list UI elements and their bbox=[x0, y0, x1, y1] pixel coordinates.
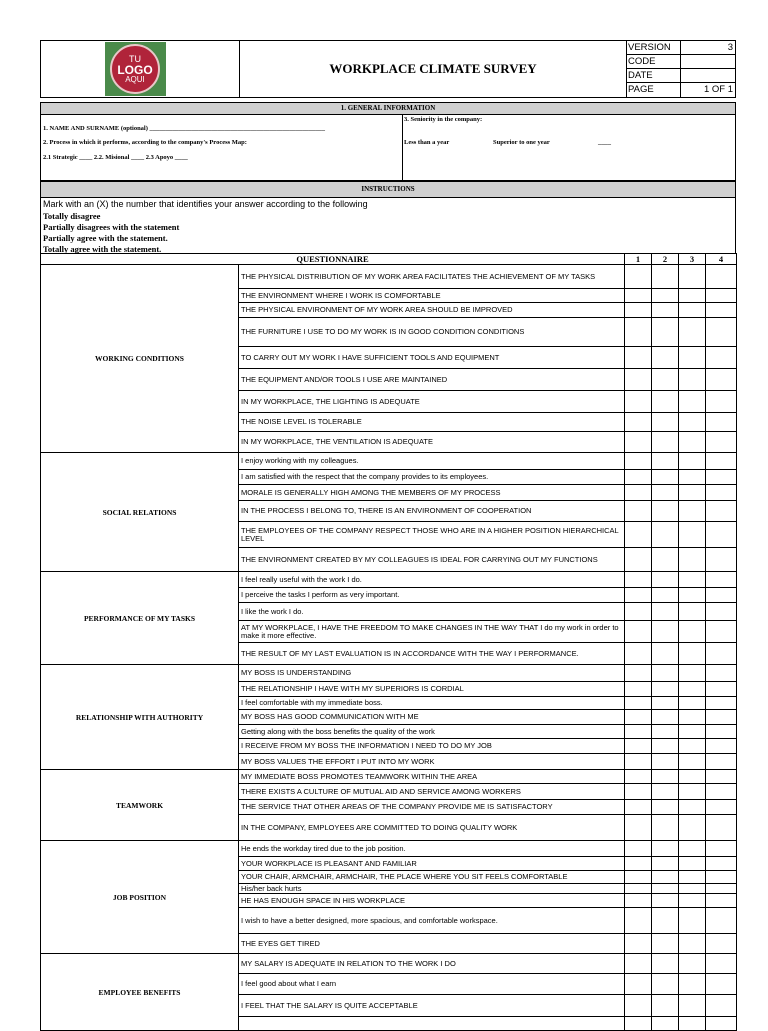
answer-cell-2[interactable] bbox=[652, 303, 679, 318]
option-4: Totally agree with the statement. bbox=[43, 244, 162, 254]
answer-cell-2[interactable] bbox=[652, 841, 679, 857]
answer-cell-2[interactable] bbox=[652, 784, 679, 800]
answer-cell-3[interactable] bbox=[679, 665, 706, 682]
answer-cell-1[interactable] bbox=[625, 954, 652, 974]
answer-cell-3[interactable] bbox=[679, 603, 706, 621]
answer-cell-1[interactable] bbox=[625, 470, 652, 485]
general-info-section bbox=[40, 115, 736, 181]
answer-cell-2[interactable] bbox=[652, 871, 679, 884]
question-text: I feel good about what I earn bbox=[239, 974, 625, 995]
question-text: MY IMMEDIATE BOSS PROMOTES TEAMWORK WITHIN THE AREA bbox=[239, 770, 625, 784]
answer-cell-1[interactable] bbox=[625, 770, 652, 784]
answer-cell-4[interactable] bbox=[706, 815, 737, 841]
answer-cell-2[interactable] bbox=[652, 857, 679, 871]
company-logo bbox=[105, 42, 166, 96]
question-text: IN THE COMPANY, EMPLOYEES ARE COMMITTED TO DOING QUALITY WORK bbox=[239, 815, 625, 841]
answer-cell-3[interactable] bbox=[679, 857, 706, 871]
questionnaire-title: QUESTIONNAIRE bbox=[41, 254, 625, 265]
answer-cell-3[interactable] bbox=[679, 470, 706, 485]
questionnaire-table bbox=[40, 253, 737, 1031]
answer-cell-2[interactable] bbox=[652, 347, 679, 369]
question-text: I feel really useful with the work I do. bbox=[239, 572, 625, 588]
answer-cell-3[interactable] bbox=[679, 725, 706, 739]
meta-value: 1 OF 1 bbox=[703, 84, 733, 95]
answer-cell-3[interactable] bbox=[679, 347, 706, 369]
answer-cell-2[interactable] bbox=[652, 413, 679, 432]
answer-cell-1[interactable] bbox=[625, 621, 652, 643]
seniority-label: 3. Seniority in the company: bbox=[404, 116, 483, 123]
instructions-section bbox=[40, 198, 736, 258]
answer-cell-4[interactable] bbox=[706, 289, 737, 303]
table-row bbox=[41, 665, 737, 682]
answer-cell-3[interactable] bbox=[679, 369, 706, 391]
answer-cell-1[interactable] bbox=[625, 432, 652, 453]
answer-cell-4[interactable] bbox=[706, 995, 737, 1017]
answer-cell-1[interactable] bbox=[625, 697, 652, 710]
question-text: He ends the workday tired due to the job position. bbox=[239, 841, 625, 857]
answer-cell-3[interactable] bbox=[679, 289, 706, 303]
option-3: Partially agree with the statement. bbox=[43, 233, 168, 243]
answer-cell-2[interactable] bbox=[652, 572, 679, 588]
answer-cell-3[interactable] bbox=[679, 871, 706, 884]
meta-label: VERSION bbox=[628, 42, 671, 53]
question-text: I perceive the tasks I perform as very important. bbox=[239, 588, 625, 603]
category-label: WORKING CONDITIONS bbox=[41, 265, 239, 453]
answer-cell-2[interactable] bbox=[652, 770, 679, 784]
answer-cell-4[interactable] bbox=[706, 501, 737, 522]
answer-cell-4[interactable] bbox=[706, 934, 737, 954]
meta-page bbox=[627, 83, 735, 97]
question-text: I am satisfied with the respect that the company provides to its employees. bbox=[239, 470, 625, 485]
question-text: THE EQUIPMENT AND/OR TOOLS I USE ARE MAINTAINED bbox=[239, 369, 625, 391]
answer-cell-4[interactable] bbox=[706, 908, 737, 934]
answer-cell-1[interactable] bbox=[625, 369, 652, 391]
answer-cell-1[interactable] bbox=[625, 725, 652, 739]
answer-cell-2[interactable] bbox=[652, 974, 679, 995]
question-text: AT MY WORKPLACE, I HAVE THE FREEDOM TO MAKE CHANGES IN THE WAY THAT I do my work in order to make it more effective. bbox=[239, 621, 625, 643]
answer-cell-1[interactable] bbox=[625, 501, 652, 522]
answer-cell-2[interactable] bbox=[652, 884, 679, 894]
answer-cell-3[interactable] bbox=[679, 800, 706, 815]
question-text: YOUR WORKPLACE IS PLEASANT AND FAMILIAR bbox=[239, 857, 625, 871]
answer-cell-2[interactable] bbox=[652, 522, 679, 548]
question-text: MY BOSS IS UNDERSTANDING bbox=[239, 665, 625, 682]
instructions-lead: Mark with an (X) the number that identifies your answer according to the following bbox=[43, 199, 368, 209]
question-text: THE RELATIONSHIP I HAVE WITH MY SUPERIORS IS CORDIAL bbox=[239, 682, 625, 697]
answer-cell-4[interactable] bbox=[706, 884, 737, 894]
document-header bbox=[40, 40, 736, 98]
scale-1: 1 bbox=[625, 254, 652, 265]
answer-cell-3[interactable] bbox=[679, 318, 706, 347]
answer-cell-3[interactable] bbox=[679, 548, 706, 572]
answer-cell-2[interactable] bbox=[652, 954, 679, 974]
answer-cell-3[interactable] bbox=[679, 697, 706, 710]
answer-cell-1[interactable] bbox=[625, 841, 652, 857]
answer-cell-1[interactable] bbox=[625, 871, 652, 884]
answer-cell-2[interactable] bbox=[652, 995, 679, 1017]
logo-text-2: LOGO bbox=[117, 62, 153, 77]
answer-cell-4[interactable] bbox=[706, 391, 737, 413]
answer-cell-4[interactable] bbox=[706, 800, 737, 815]
logo-text-3: AQUI bbox=[125, 74, 145, 84]
answer-cell-1[interactable] bbox=[625, 643, 652, 665]
answer-cell-4[interactable] bbox=[706, 754, 737, 770]
answer-cell-4[interactable] bbox=[706, 265, 737, 289]
answer-cell-1[interactable] bbox=[625, 485, 652, 501]
answer-cell-1[interactable] bbox=[625, 784, 652, 800]
answer-cell-4[interactable] bbox=[706, 784, 737, 800]
meta-date bbox=[627, 69, 735, 83]
answer-cell-4[interactable] bbox=[706, 841, 737, 857]
process-options[interactable]: 2.1 Strategic ____ 2.2. Misional ____ 2.3 Apoyo ____ bbox=[43, 154, 188, 161]
answer-cell-4[interactable] bbox=[706, 770, 737, 784]
answer-cell-2[interactable] bbox=[652, 754, 679, 770]
answer-cell-3[interactable] bbox=[679, 588, 706, 603]
seniority-less-than-year[interactable]: Less than a year bbox=[404, 139, 450, 146]
answer-cell-2[interactable] bbox=[652, 265, 679, 289]
questionnaire-header-row bbox=[41, 254, 737, 265]
answer-cell-2[interactable] bbox=[652, 485, 679, 501]
answer-cell-1[interactable] bbox=[625, 522, 652, 548]
answer-cell-3[interactable] bbox=[679, 754, 706, 770]
answer-cell-3[interactable] bbox=[679, 682, 706, 697]
answer-cell-4[interactable] bbox=[706, 303, 737, 318]
answer-cell-4[interactable] bbox=[706, 621, 737, 643]
meta-label: CODE bbox=[628, 56, 656, 67]
instructions-bar: INSTRUCTIONS bbox=[40, 181, 736, 198]
question-text: I FEEL THAT THE SALARY IS QUITE ACCEPTABLE bbox=[239, 995, 625, 1017]
answer-cell-1[interactable] bbox=[625, 289, 652, 303]
question-text: IN MY WORKPLACE, THE LIGHTING IS ADEQUATE bbox=[239, 391, 625, 413]
answer-cell-3[interactable] bbox=[679, 303, 706, 318]
answer-cell-1[interactable] bbox=[625, 665, 652, 682]
answer-cell-2[interactable] bbox=[652, 501, 679, 522]
question-text: THE PHYSICAL DISTRIBUTION OF MY WORK AREA FACILITATES THE ACHIEVEMENT OF MY TASKS bbox=[239, 265, 625, 289]
answer-cell-1[interactable] bbox=[625, 908, 652, 934]
question-text: THE ENVIRONMENT CREATED BY MY COLLEAGUES IS IDEAL FOR CARRYING OUT MY FUNCTIONS bbox=[239, 548, 625, 572]
answer-cell-2[interactable] bbox=[652, 289, 679, 303]
answer-cell-4[interactable] bbox=[706, 871, 737, 884]
answer-cell-4[interactable] bbox=[706, 413, 737, 432]
option-2: Partially disagrees with the statement bbox=[43, 222, 180, 232]
table-row bbox=[41, 841, 737, 857]
logo-text-1: TU bbox=[129, 53, 141, 64]
category-label: JOB POSITION bbox=[41, 841, 239, 954]
question-text: MORALE IS GENERALLY HIGH AMONG THE MEMBERS OF MY PROCESS bbox=[239, 485, 625, 501]
question-text: YOUR CHAIR, ARMCHAIR, ARMCHAIR, THE PLACE WHERE YOU SIT FEELS COMFORTABLE bbox=[239, 871, 625, 884]
answer-cell-3[interactable] bbox=[679, 974, 706, 995]
document-meta bbox=[627, 41, 735, 97]
answer-cell-2[interactable] bbox=[652, 470, 679, 485]
question-text: THE NOISE LEVEL IS TOLERABLE bbox=[239, 413, 625, 432]
answer-cell-1[interactable] bbox=[625, 303, 652, 318]
answer-cell-2[interactable] bbox=[652, 369, 679, 391]
seniority-superior-year[interactable]: Superior to one year bbox=[493, 139, 550, 146]
answer-cell-4[interactable] bbox=[706, 522, 737, 548]
answer-cell-3[interactable] bbox=[679, 884, 706, 894]
category-label: TEAMWORK bbox=[41, 770, 239, 841]
answer-cell-3[interactable] bbox=[679, 995, 706, 1017]
answer-cell-1[interactable] bbox=[625, 265, 652, 289]
answer-cell-1[interactable] bbox=[625, 603, 652, 621]
answer-cell-1[interactable] bbox=[625, 588, 652, 603]
answer-cell-1[interactable] bbox=[625, 572, 652, 588]
answer-cell-2[interactable] bbox=[652, 800, 679, 815]
category-label: PERFORMANCE OF MY TASKS bbox=[41, 572, 239, 665]
answer-cell-4[interactable] bbox=[706, 643, 737, 665]
question-text: MY BOSS VALUES THE EFFORT I PUT INTO MY WORK bbox=[239, 754, 625, 770]
answer-cell-2[interactable] bbox=[652, 815, 679, 841]
category-label: RELATIONSHIP WITH AUTHORITY bbox=[41, 665, 239, 770]
answer-cell-4[interactable] bbox=[706, 470, 737, 485]
scale-2: 2 bbox=[652, 254, 679, 265]
answer-cell-1[interactable] bbox=[625, 894, 652, 908]
answer-cell-2[interactable] bbox=[652, 621, 679, 643]
answer-cell-3[interactable] bbox=[679, 954, 706, 974]
answer-cell-4[interactable] bbox=[706, 954, 737, 974]
answer-cell-4[interactable] bbox=[706, 453, 737, 470]
question-text: THERE EXISTS A CULTURE OF MUTUAL AID AND SERVICE AMONG WORKERS bbox=[239, 784, 625, 800]
answer-cell-1[interactable] bbox=[625, 974, 652, 995]
answer-cell-4[interactable] bbox=[706, 485, 737, 501]
answer-cell-2[interactable] bbox=[652, 710, 679, 725]
answer-cell-3[interactable] bbox=[679, 770, 706, 784]
answer-cell-2[interactable] bbox=[652, 391, 679, 413]
answer-cell-3[interactable] bbox=[679, 841, 706, 857]
question-text: MY BOSS HAS GOOD COMMUNICATION WITH ME bbox=[239, 710, 625, 725]
answer-cell-3[interactable] bbox=[679, 265, 706, 289]
answer-cell-2[interactable] bbox=[652, 934, 679, 954]
answer-cell-4[interactable] bbox=[706, 894, 737, 908]
answer-cell-2[interactable] bbox=[652, 588, 679, 603]
answer-cell-3[interactable] bbox=[679, 621, 706, 643]
answer-cell-4[interactable] bbox=[706, 725, 737, 739]
question-text: IN MY WORKPLACE, THE VENTILATION IS ADEQUATE bbox=[239, 432, 625, 453]
answer-cell-3[interactable] bbox=[679, 894, 706, 908]
question-text: TO CARRY OUT MY WORK I HAVE SUFFICIENT TOOLS AND EQUIPMENT bbox=[239, 347, 625, 369]
answer-cell-3[interactable] bbox=[679, 908, 706, 934]
table-row bbox=[41, 265, 737, 289]
question-text: THE SERVICE THAT OTHER AREAS OF THE COMPANY PROVIDE ME IS SATISFACTORY bbox=[239, 800, 625, 815]
meta-version bbox=[627, 41, 735, 55]
answer-cell-4[interactable] bbox=[706, 572, 737, 588]
table-row bbox=[41, 770, 737, 784]
answer-cell-3[interactable] bbox=[679, 643, 706, 665]
question-text: I enjoy working with my colleagues. bbox=[239, 453, 625, 470]
answer-cell-4[interactable] bbox=[706, 697, 737, 710]
answer-cell-1[interactable] bbox=[625, 413, 652, 432]
answer-cell-4[interactable] bbox=[706, 857, 737, 871]
meta-code bbox=[627, 55, 735, 69]
answer-cell-4[interactable] bbox=[706, 432, 737, 453]
document-title: WORKPLACE CLIMATE SURVEY bbox=[240, 41, 627, 97]
answer-cell-1[interactable] bbox=[625, 391, 652, 413]
meta-label: DATE bbox=[628, 70, 653, 81]
meta-label: PAGE bbox=[628, 84, 654, 95]
table-row bbox=[41, 453, 737, 470]
answer-cell-2[interactable] bbox=[652, 603, 679, 621]
answer-cell-1[interactable] bbox=[625, 857, 652, 871]
answer-cell-4[interactable] bbox=[706, 739, 737, 754]
answer-cell-3[interactable] bbox=[679, 485, 706, 501]
answer-cell-2[interactable] bbox=[652, 453, 679, 470]
answer-cell-1[interactable] bbox=[625, 710, 652, 725]
category-label: EMPLOYEE BENEFITS bbox=[41, 954, 239, 1031]
answer-cell-2[interactable] bbox=[652, 697, 679, 710]
answer-cell-1[interactable] bbox=[625, 318, 652, 347]
question-text: HE HAS ENOUGH SPACE IN HIS WORKPLACE bbox=[239, 894, 625, 908]
answer-cell-1[interactable] bbox=[625, 347, 652, 369]
answer-cell-3[interactable] bbox=[679, 934, 706, 954]
name-field-label[interactable]: 1. NAME AND SURNAME (optional) ______________________________________________________ bbox=[43, 125, 326, 132]
answer-cell-3[interactable] bbox=[679, 739, 706, 754]
answer-cell-2[interactable] bbox=[652, 643, 679, 665]
question-text: THE RESULT OF MY LAST EVALUATION IS IN ACCORDANCE WITH THE WAY I PERFORMANCE. bbox=[239, 643, 625, 665]
answer-cell-4[interactable] bbox=[706, 603, 737, 621]
answer-cell-3[interactable] bbox=[679, 815, 706, 841]
question-text: I wish to have a better designed, more spacious, and comfortable workspace. bbox=[239, 908, 625, 934]
question-text: IN THE PROCESS I BELONG TO, THERE IS AN ENVIRONMENT OF COOPERATION bbox=[239, 501, 625, 522]
question-text: I like the work I do. bbox=[239, 603, 625, 621]
question-text: THE ENVIRONMENT WHERE I WORK IS COMFORTABLE bbox=[239, 289, 625, 303]
question-text: THE EYES GET TIRED bbox=[239, 934, 625, 954]
scale-4: 4 bbox=[706, 254, 737, 265]
meta-value: 3 bbox=[727, 42, 733, 53]
answer-cell-1[interactable] bbox=[625, 754, 652, 770]
scale-3: 3 bbox=[679, 254, 706, 265]
answer-cell-4[interactable] bbox=[706, 548, 737, 572]
question-text: I RECEIVE FROM MY BOSS THE INFORMATION I NEED TO DO MY JOB bbox=[239, 739, 625, 754]
answer-cell-3[interactable] bbox=[679, 710, 706, 725]
seniority-blank[interactable]: ____ bbox=[598, 139, 611, 146]
answer-cell-1[interactable] bbox=[625, 884, 652, 894]
process-field-label: 2. Process in which it performs, according to the company's Process Map: bbox=[43, 139, 247, 146]
answer-cell-1[interactable] bbox=[625, 815, 652, 841]
answer-cell-4[interactable] bbox=[706, 347, 737, 369]
answer-cell-4[interactable] bbox=[706, 974, 737, 995]
answer-cell-1[interactable] bbox=[625, 739, 652, 754]
question-text: Getting along with the boss benefits the quality of the work bbox=[239, 725, 625, 739]
general-info-bar: 1. GENERAL INFORMATION bbox=[40, 102, 736, 115]
answer-cell-1[interactable] bbox=[625, 995, 652, 1017]
answer-cell-3[interactable] bbox=[679, 453, 706, 470]
answer-cell-3[interactable] bbox=[679, 522, 706, 548]
answer-cell-1[interactable] bbox=[625, 800, 652, 815]
answer-cell-4[interactable] bbox=[706, 710, 737, 725]
question-text: I feel comfortable with my immediate boss. bbox=[239, 697, 625, 710]
answer-cell-3[interactable] bbox=[679, 413, 706, 432]
question-text: THE FURNITURE I USE TO DO MY WORK IS IN GOOD CONDITION CONDITIONS bbox=[239, 318, 625, 347]
answer-cell-2[interactable] bbox=[652, 908, 679, 934]
table-row bbox=[41, 954, 737, 974]
answer-cell-2[interactable] bbox=[652, 739, 679, 754]
answer-cell-2[interactable] bbox=[652, 682, 679, 697]
category-label: SOCIAL RELATIONS bbox=[41, 453, 239, 572]
question-text: His/her back hurts bbox=[239, 884, 625, 894]
answer-cell-2[interactable] bbox=[652, 432, 679, 453]
answer-cell-3[interactable] bbox=[679, 391, 706, 413]
answer-cell-4[interactable] bbox=[706, 682, 737, 697]
question-text: MY SALARY IS ADEQUATE IN RELATION TO THE WORK I DO bbox=[239, 954, 625, 974]
answer-cell-1[interactable] bbox=[625, 548, 652, 572]
question-text: THE EMPLOYEES OF THE COMPANY RESPECT THOSE WHO ARE IN A HIGHER POSITION HIERARCHICAL LEVEL bbox=[239, 522, 625, 548]
answer-cell-3[interactable] bbox=[679, 572, 706, 588]
answer-cell-4[interactable] bbox=[706, 588, 737, 603]
answer-cell-1[interactable] bbox=[625, 934, 652, 954]
answer-cell-3[interactable] bbox=[679, 432, 706, 453]
answer-cell-2[interactable] bbox=[652, 725, 679, 739]
answer-cell-3[interactable] bbox=[679, 501, 706, 522]
answer-cell-4[interactable] bbox=[706, 665, 737, 682]
answer-cell-4[interactable] bbox=[706, 318, 737, 347]
option-1: Totally disagree bbox=[43, 211, 101, 221]
logo-cell bbox=[41, 41, 240, 97]
answer-cell-2[interactable] bbox=[652, 665, 679, 682]
answer-cell-1[interactable] bbox=[625, 453, 652, 470]
answer-cell-2[interactable] bbox=[652, 894, 679, 908]
answer-cell-1[interactable] bbox=[625, 682, 652, 697]
answer-cell-2[interactable] bbox=[652, 548, 679, 572]
question-text: THE PHYSICAL ENVIRONMENT OF MY WORK AREA SHOULD BE IMPROVED bbox=[239, 303, 625, 318]
answer-cell-4[interactable] bbox=[706, 369, 737, 391]
answer-cell-2[interactable] bbox=[652, 318, 679, 347]
logo-badge bbox=[110, 44, 160, 94]
table-row bbox=[41, 572, 737, 588]
answer-cell-3[interactable] bbox=[679, 784, 706, 800]
